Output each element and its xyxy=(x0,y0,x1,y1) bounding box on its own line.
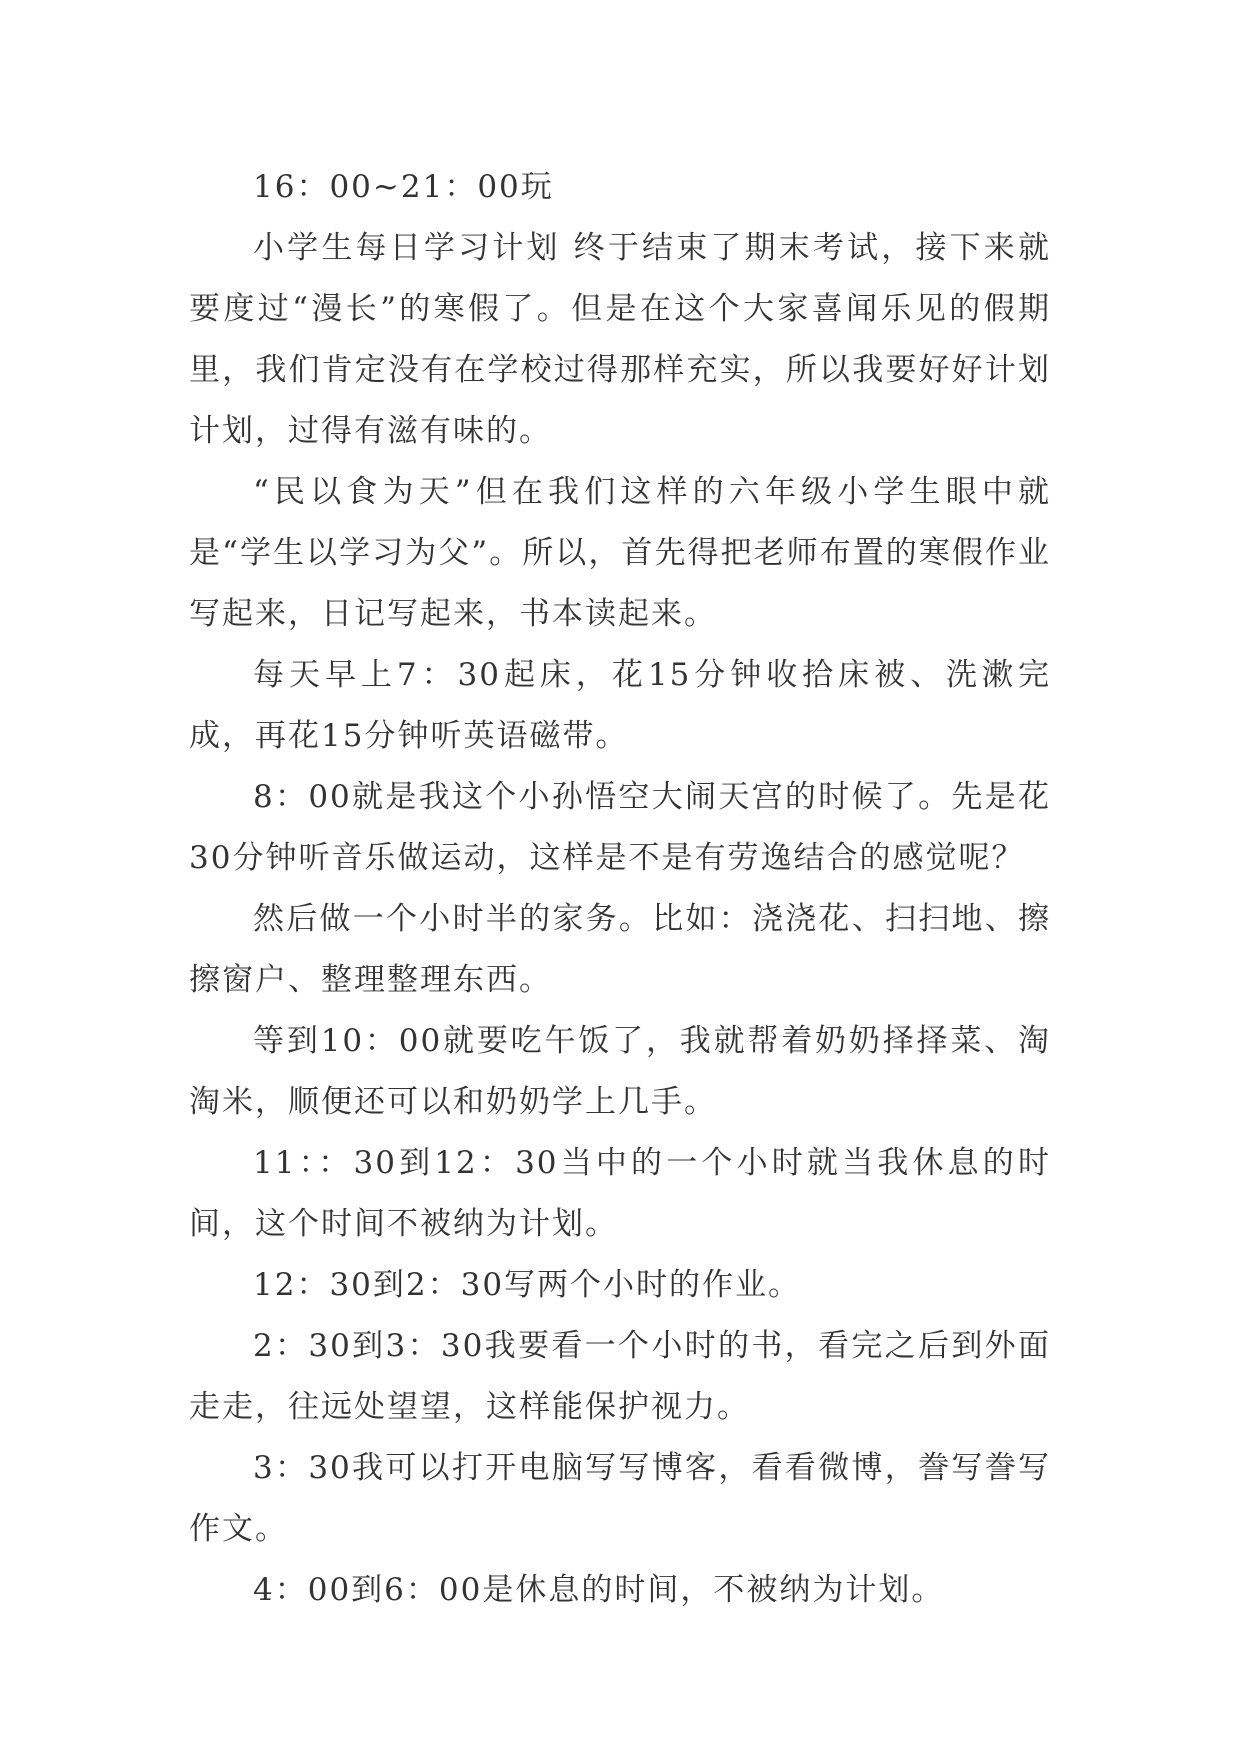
paragraph-afternoon-rest: 4：00到6：00是休息的时间，不被纳为计划。 xyxy=(253,1572,945,1608)
paragraph-computer: 3：30我可以打开电脑写写博客，看看微博，誊写誊写作文。 xyxy=(189,1450,1051,1547)
paragraph-intro: 小学生每日学习计划 终于结束了期末考试，接下来就要度过“漫长”的寒假了。但是在这个大家喜闻乐见的假期里，我们肯定没有在学校过得那样充实，所以我要好好计划计划，过得有滋有味的。 xyxy=(189,230,1051,449)
paragraph-noon-rest: 11：：30到12：30当中的一个小时就当我休息的时间，这个时间不被纳为计划。 xyxy=(189,1145,1051,1242)
paragraph-reading: 2：30到3：30我要看一个小时的书，看完之后到外面走走，往远处望望，这样能保护视力。 xyxy=(189,1328,1051,1425)
paragraph-lunch-help: 等到10：00就要吃午饭了，我就帮着奶奶择择菜、淘淘米，顺便还可以和奶奶学上几手。 xyxy=(189,1023,1051,1120)
document-body xyxy=(189,157,1051,1621)
paragraph-exercise: 8：00就是我这个小孙悟空大闹天宫的时候了。先是花30分钟听音乐做运动，这样是不是有劳逸结合的感觉呢？ xyxy=(189,779,1051,876)
paragraph-study-first: “民以食为天”但在我们这样的六年级小学生眼中就是“学生以学习为父”。所以，首先得把老师布置的寒假作业写起来，日记写起来，书本读起来。 xyxy=(189,474,1051,632)
paragraph-morning-routine: 每天早上7：30起床，花15分钟收拾床被、洗漱完成，再花15分钟听英语磁带。 xyxy=(189,657,1051,754)
paragraph-schedule-evening: 16：00~21：00玩 xyxy=(253,169,554,205)
paragraph-homework: 12：30到2：30写两个小时的作业。 xyxy=(253,1267,802,1303)
paragraph-housework: 然后做一个小时半的家务。比如：浇浇花、扫扫地、擦擦窗户、整理整理东西。 xyxy=(189,901,1051,998)
